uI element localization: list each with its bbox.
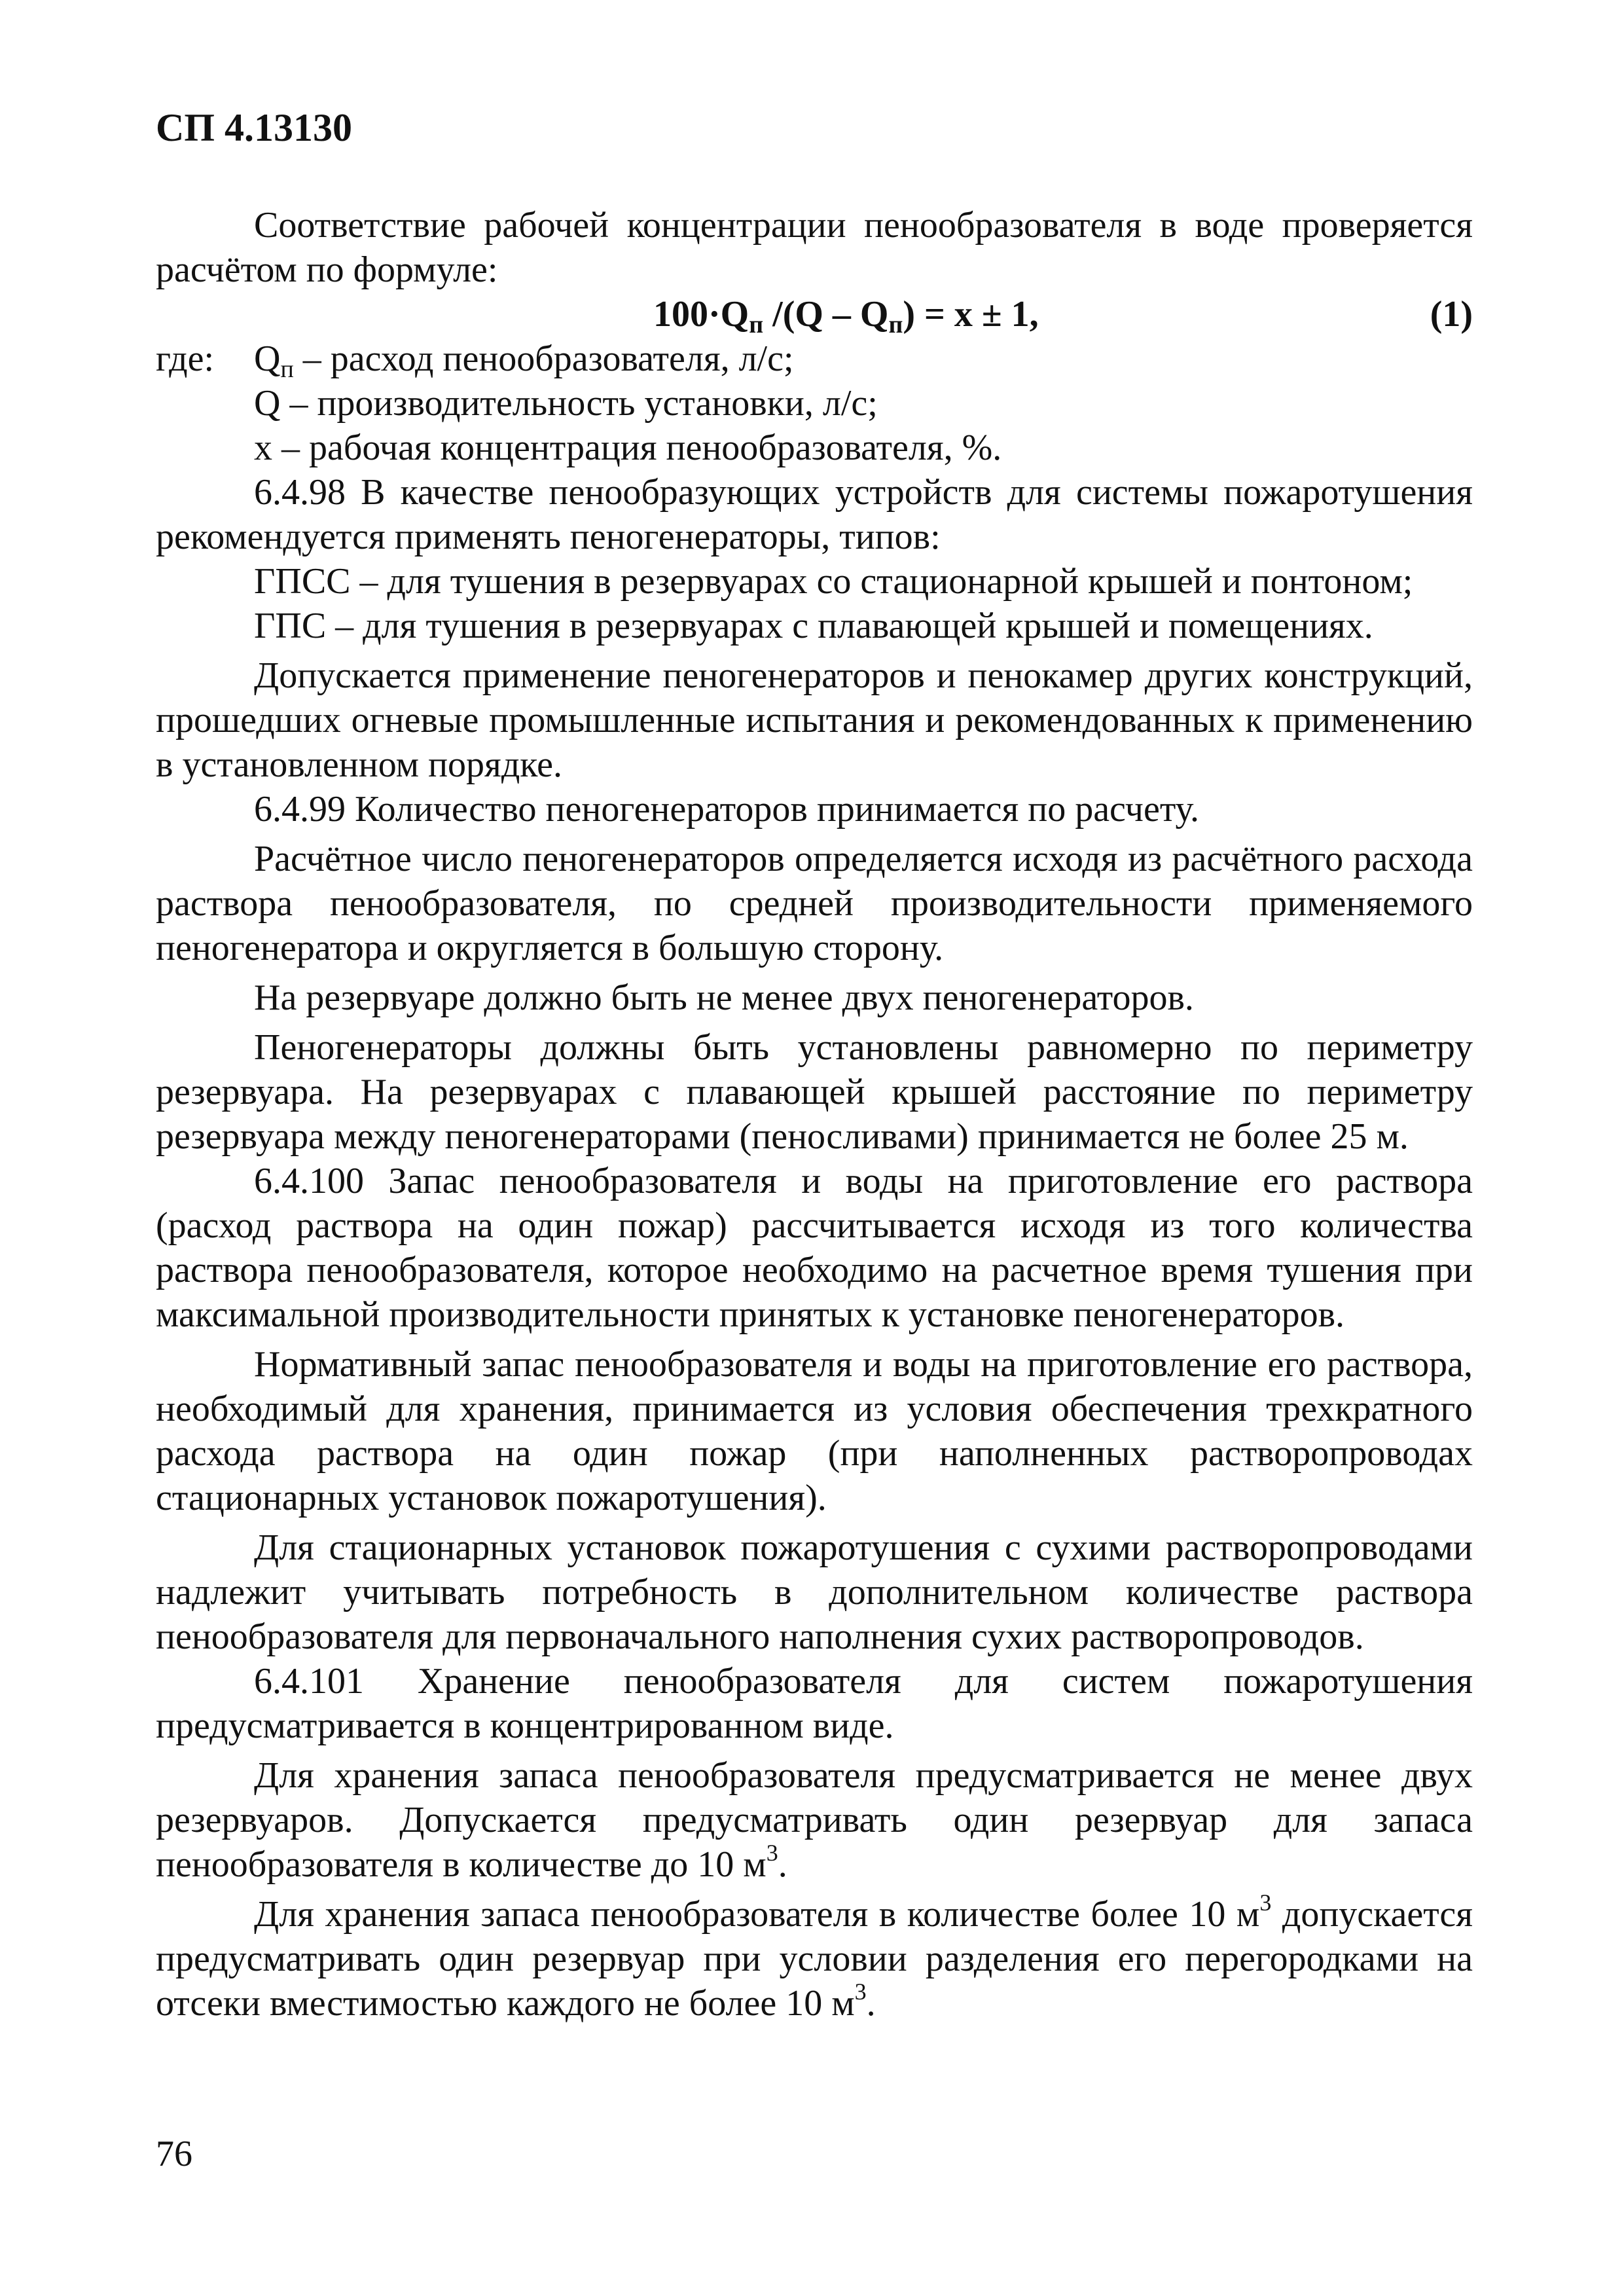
clause-6-4-100: 6.4.100 Запас пенообразователя и воды на приготовление его раствора (расход раствора на один пожар) рассчитывается исходя из того количества раствора пенообразователя, которое необходимо на расчетное время тушения при максимальной производительности принятых к установке пеногенераторов. [156, 1161, 1473, 1335]
paragraph-storage-partitions: Для хранения запаса пенообразователя в количестве более 10 $м^3$ допускается предусматривать один резервуар при условии разделения его перегородками на отсеки вместимостью каждого не более 10 $м^3$. [156, 1889, 1473, 2024]
clause-6-4-99: 6.4.99 Количество пеногенераторов принимается по расчету. [254, 789, 1199, 829]
formula-expression: $100\cdot Q_п$ $/(Q - Q_п) = x \pm 1$, [653, 294, 1039, 338]
formula-1 [156, 292, 1473, 337]
paragraph-normative-reserve: Нормативный запас пенообразователя и воды на приготовление его раствора, необходимый для хранения, принимается из условия обеспечения трехкратного расхода раствора на один пожар (при наполненных растворопроводах стационарных установок пожаротушения). [156, 1344, 1473, 1518]
formula-number: (1) [1430, 294, 1473, 335]
gps-line: ГПС – для тушения в резервуарах с плавающей крышей и помещениях. [254, 606, 1373, 646]
paragraph-concentration-check: Соответствие рабочей концентрации пенообразователя в воде проверяется расчётом по формуле: [156, 205, 1473, 290]
paragraph-dry-pipelines: Для стационарных установок пожаротушения с сухими растворопроводами надлежит учитывать потребность в дополнительном количестве раствора пенообразователя для первоначального наполнения сухих растворопроводов. [156, 1527, 1473, 1657]
paragraph-uniform-placement: Пеногенераторы должны быть установлены равномерно по периметру резервуара. На резервуарах с плавающей крышей расстояние по периметру резервуара между пеногенераторами (пеносливами) принимается не более 25 м. [156, 1027, 1473, 1157]
paragraph-min-two: На резервуаре должно быть не менее двух пеногенераторов. [254, 977, 1194, 1018]
definition-q: Q – производительность установки, л/с; [254, 383, 878, 424]
page-body [156, 203, 1473, 2026]
page-number: 76 [156, 2134, 192, 2174]
clause-6-4-98: 6.4.98 В качестве пенообразующих устройств для системы пожаротушения рекомендуется применять пеногенераторы, типов: [156, 472, 1473, 557]
definition-qp: где: $Q_п$ – расход пенообразователя, л/с; [156, 337, 1473, 381]
paragraph-storage-tanks: Для хранения запаса пенообразователя предусматривается не менее двух резервуаров. Допускается предусматривать один резервуар для запаса пенообразователя в количестве до 10 $м^3$. [156, 1755, 1473, 1885]
where-label: где: [156, 338, 215, 379]
document-code: СП 4.13130 [156, 106, 352, 149]
gpss-line: ГПСС – для тушения в резервуарах со стационарной крышей и понтоном; [254, 561, 1413, 602]
paragraph-calculation: Расчётное число пеногенераторов определяется исходя из расчётного расхода раствора пенообразователя, по средней производительности применяемого пеногенератора и округляется в большую сторону. [156, 839, 1473, 968]
clause-6-4-101: 6.4.101 Хранение пенообразователя для систем пожаротушения предусматривается в концентрированном виде. [156, 1661, 1473, 1746]
paragraph-allowed-designs: Допускается применение пеногенераторов и пенокамер других конструкций, прошедших огневые промышленные испытания и рекомендованных к применению в установленном порядке. [156, 655, 1473, 785]
definition-x: x – рабочая концентрация пенообразователя, %. [254, 428, 1002, 468]
